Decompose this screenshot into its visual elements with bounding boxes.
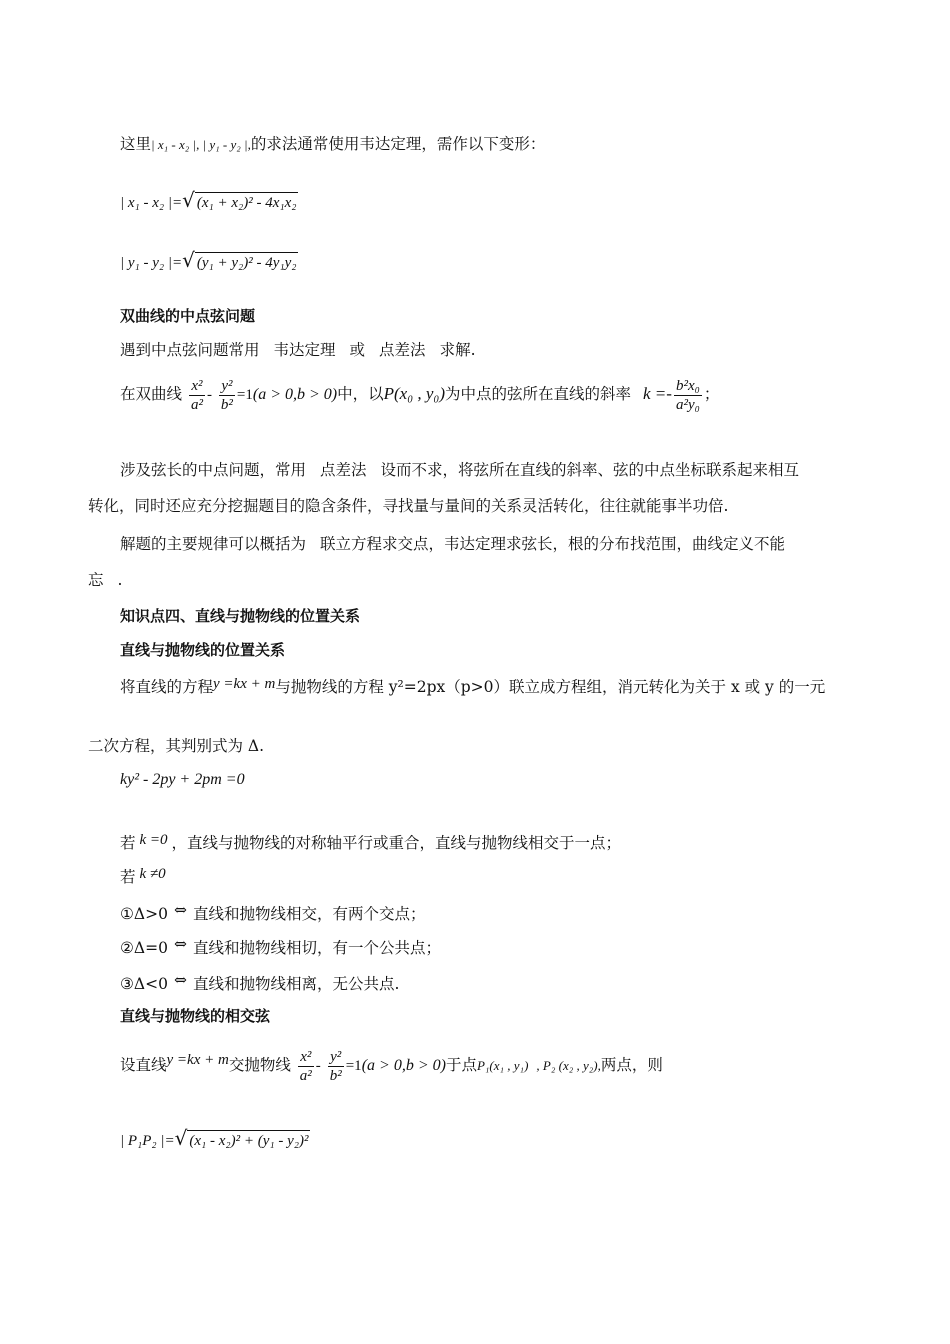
iff-icon: ⇔ — [173, 971, 187, 989]
system-text-b: 与抛物线的方程 y²=2px（p>0）联立成方程组，消元转化为关于 x 或 y 的一元 — [275, 678, 826, 696]
k-not-zero: k ≠0 — [139, 866, 166, 882]
case-k-zero — [120, 830, 621, 853]
delta-positive: ①Δ>0 — [120, 905, 168, 923]
hyperbola-text: 在双曲线 — [120, 385, 183, 403]
formula-y-diff — [120, 250, 298, 273]
hyperbola-mid-text: 中，以 — [337, 385, 384, 403]
hyperbola-post-text: 为中点的弦所在直线的斜率 — [445, 385, 632, 403]
chord-at-points: 于点 — [445, 1056, 477, 1074]
chord-text-a: 涉及弦长的中点问题，常用 — [120, 461, 307, 479]
intro-line — [120, 134, 545, 155]
delta-positive-text: 直线和抛物线相交，有两个交点； — [192, 905, 426, 923]
formula-chord-length — [120, 1128, 310, 1151]
case-k-nonzero — [120, 864, 170, 887]
case-if-2: 若 — [120, 868, 136, 886]
methods-end: 求解. — [439, 341, 476, 359]
formula-y-radicand: (y₁ + y₂)² - 4y₁y₂ — [195, 252, 299, 273]
fraction-y2-b2-2: $\frac{\text{y²}}{\text{b²}}$ — [329, 1048, 342, 1084]
sqrt-symbol: √ — [182, 248, 195, 272]
point-p1: P₁(x₁ , y₁) — [476, 1058, 529, 1073]
chord-setup-text: 设直线 — [120, 1056, 167, 1074]
heading-line-parabola-position: 直线与抛物线的位置关系 — [120, 641, 286, 659]
chord-setup-line — [120, 1040, 663, 1086]
rules-text-c: 忘 — [88, 571, 104, 589]
chord-setup-mid: 交抛物线 — [228, 1056, 291, 1074]
condition-ab: (a > 0,b > 0) — [252, 386, 338, 403]
intro-text: 这里 — [120, 135, 152, 153]
rules-line-1 — [120, 534, 785, 554]
sqrt-symbol: √ — [174, 1126, 188, 1150]
equals-one: =1 — [236, 387, 253, 403]
formula-chord-radicand: (x₁ - x₂)² + (y₁ - y₂)² — [187, 1130, 310, 1151]
midpoint-methods-line — [120, 340, 476, 360]
sqrt-symbol: √ — [182, 188, 195, 212]
equals-one-2: =1 — [345, 1058, 362, 1074]
case-k-zero-text: ，直线与抛物线的对称轴平行或重合，直线与抛物线相交于一点； — [171, 834, 622, 852]
heading-knowledge-point-4: 知识点四、直线与抛物线的位置关系 — [120, 607, 361, 625]
chord-length-line-2: 转化，同时还应充分挖掘题目的隐含条件，寻找量与量间的关系灵活转化，往往就能事半功倍. — [88, 497, 729, 515]
method-vieta: 韦达定理 — [273, 341, 336, 359]
rules-line-2 — [88, 570, 122, 590]
rules-text-a: 解题的主要规律可以概括为 — [120, 535, 307, 553]
fraction-x2-a2: $\frac{\text{x²}}{\text{a²}}$ — [190, 377, 203, 413]
formula-x-diff — [120, 190, 298, 213]
fraction-x2-a2-2: $\frac{\text{x²}}{\text{a²}}$ — [299, 1048, 312, 1084]
delta-zero: ②Δ=0 — [120, 939, 168, 957]
chord-length-line-1 — [120, 460, 799, 480]
formula-x-radicand: (x₁ + x₂)² - 4x₁x₂ — [195, 192, 299, 213]
chord-text-b: 点差法 — [320, 461, 367, 479]
case-delta-positive — [120, 900, 425, 924]
formula-x-lhs: | x₁ - x₂ |= — [120, 195, 183, 211]
formula-chord-lhs: | P₁P₂ |= — [120, 1133, 175, 1149]
iff-icon: ⇔ — [173, 901, 187, 919]
method-point-difference: 点差法 — [379, 341, 426, 359]
heading-midpoint-chord: 双曲线的中点弦问题 — [120, 307, 256, 325]
chord-setup-end: 两点，则 — [600, 1056, 663, 1074]
k-equals-zero: k =0 — [139, 832, 168, 848]
minus-sign: - — [206, 387, 212, 403]
rules-text-d: . — [117, 571, 123, 589]
methods-or: 或 — [349, 341, 366, 359]
intro-text-end: 的求法通常使用韦达定理，需作以下变形： — [250, 135, 546, 153]
line-parabola-system-line-1 — [120, 674, 825, 697]
quadratic-equation: ky² - 2py + 2pm =0 — [120, 771, 245, 788]
midpoint-p: P(x₀ , y₀) — [383, 384, 445, 403]
chord-text-c: 设而不求，将弦所在直线的斜率、弦的中点坐标联系起来相互 — [380, 461, 800, 479]
delta-negative-text: 直线和抛物线相离，无公共点. — [192, 975, 400, 993]
hyperbola-slope-line — [120, 374, 719, 415]
delta-zero-text: 直线和抛物线相切，有一个公共点； — [192, 939, 441, 957]
rules-text-b: 联立方程求交点，韦达定理求弦长，根的分布找范围，曲线定义不能 — [320, 535, 786, 553]
delta-negative: ③Δ<0 — [120, 975, 168, 993]
line-parabola-system-line-2: 二次方程，其判别式为 Δ. — [88, 737, 265, 755]
condition-ab-2: (a > 0,b > 0) — [361, 1057, 446, 1074]
system-text-a: 将直线的方程 — [120, 678, 214, 696]
line-equation-2: y =kx + m — [166, 1052, 229, 1068]
case-if: 若 — [120, 834, 136, 852]
abs-diff-expression: | x₁ - x₂ |, | y₁ - y₂ |, — [151, 137, 251, 152]
hyperbola-end: ； — [703, 385, 720, 403]
iff-icon: ⇔ — [173, 935, 187, 953]
slope-k: k =- — [643, 384, 672, 403]
heading-intersecting-chord: 直线与抛物线的相交弦 — [120, 1007, 271, 1025]
fraction-slope: $\frac{\text{b²x₀}}{\text{a²y₀}}$ — [675, 377, 700, 413]
fraction-y2-b2: $\frac{\text{y²}}{\text{b²}}$ — [220, 377, 233, 413]
formula-y-lhs: | y₁ - y₂ |= — [120, 255, 183, 271]
point-p2: , P₂ (x₂ , y₂), — [536, 1058, 601, 1073]
line-equation: y =kx + m — [213, 676, 276, 692]
methods-text: 遇到中点弦问题常用 — [120, 341, 260, 359]
minus-sign-2: - — [315, 1058, 321, 1074]
case-delta-negative — [120, 970, 399, 994]
case-delta-zero — [120, 934, 441, 958]
